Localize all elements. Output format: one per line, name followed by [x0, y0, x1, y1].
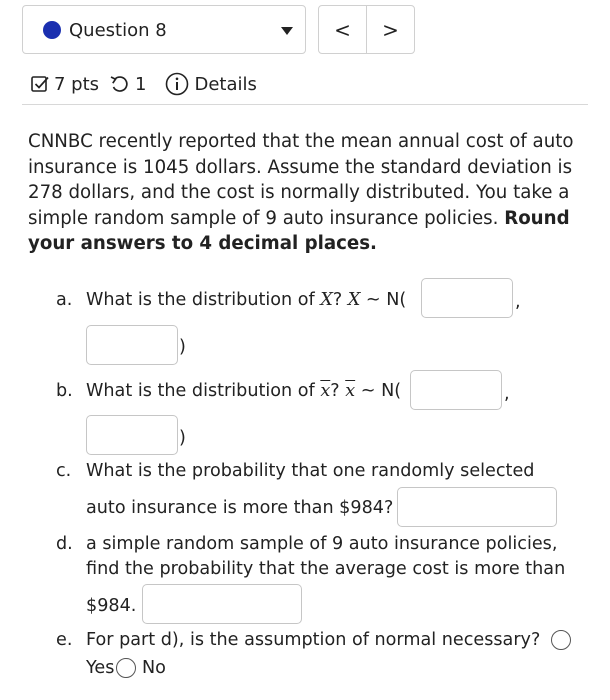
- part-a-sd-input[interactable]: [86, 325, 178, 365]
- part-d-prompt-line1: d. a simple random sample of 9 auto insurance policies,: [56, 534, 558, 554]
- part-c-prompt-line1: c. What is the probability that one randomly selected: [56, 461, 535, 481]
- rounding-instruction: Round your answers to 4 decimal places.: [28, 207, 570, 254]
- part-e-no-label[interactable]: No: [142, 658, 166, 678]
- part-b-close-paren: ): [179, 428, 186, 448]
- question-select[interactable]: [22, 5, 306, 54]
- part-b-mean-input[interactable]: [410, 370, 502, 410]
- divider: [22, 104, 588, 105]
- part-e-yes-radio[interactable]: [551, 630, 571, 650]
- question-nav: [318, 5, 415, 54]
- part-a-close-paren: ): [179, 337, 186, 357]
- part-a-mean-input[interactable]: [421, 278, 513, 318]
- question-body: CNNBC recently reported that the mean annual cost of auto insurance is 1045 dollars. Assume the standard deviation is 278 dollars, and the cost is normally distributed. You take a simple random sample of 9 auto insurance policies.: [28, 131, 574, 229]
- next-question-button[interactable]: >: [382, 17, 399, 42]
- part-d-prompt-line3: $984.: [86, 596, 137, 616]
- info-icon: [165, 72, 189, 96]
- part-d-probability-input[interactable]: [142, 584, 302, 624]
- part-a-prompt: a. What is the distribution of X? X ~ N(: [56, 290, 407, 310]
- checkbox-icon: [30, 74, 50, 94]
- points-label: 7 pts: [54, 73, 100, 95]
- question-text: [28, 129, 588, 257]
- points-item: [30, 74, 99, 95]
- part-b-prompt: b. What is the distribution of $\overline{x}$? $\overline{x}$ ~ N(: [56, 381, 402, 401]
- details-link[interactable]: [165, 72, 257, 96]
- part-e-prompt: e. For part d), is the assumption of normal necessary?: [56, 630, 541, 650]
- question-meta: [30, 72, 267, 96]
- attempts-item: [109, 74, 146, 95]
- part-b-sd-input[interactable]: [86, 415, 178, 455]
- part-e-no-radio[interactable]: [116, 658, 136, 678]
- undo-icon: [109, 74, 131, 94]
- part-b-comma: ,: [504, 384, 510, 404]
- prev-question-button[interactable]: <: [319, 6, 367, 53]
- question-status-dot: [43, 21, 61, 39]
- part-c-probability-input[interactable]: [397, 487, 557, 527]
- dropdown-caret-icon: [281, 27, 293, 35]
- part-e-yes-label[interactable]: Yes: [86, 658, 115, 678]
- attempts-label: 1: [135, 73, 147, 95]
- details-label: Details: [194, 73, 257, 95]
- part-a-comma: ,: [515, 292, 521, 312]
- part-c-prompt-line2: auto insurance is more than $984?: [86, 498, 394, 518]
- part-d-prompt-line2: find the probability that the average cost is more than: [86, 559, 566, 579]
- question-select-label: Question 8: [69, 20, 167, 41]
